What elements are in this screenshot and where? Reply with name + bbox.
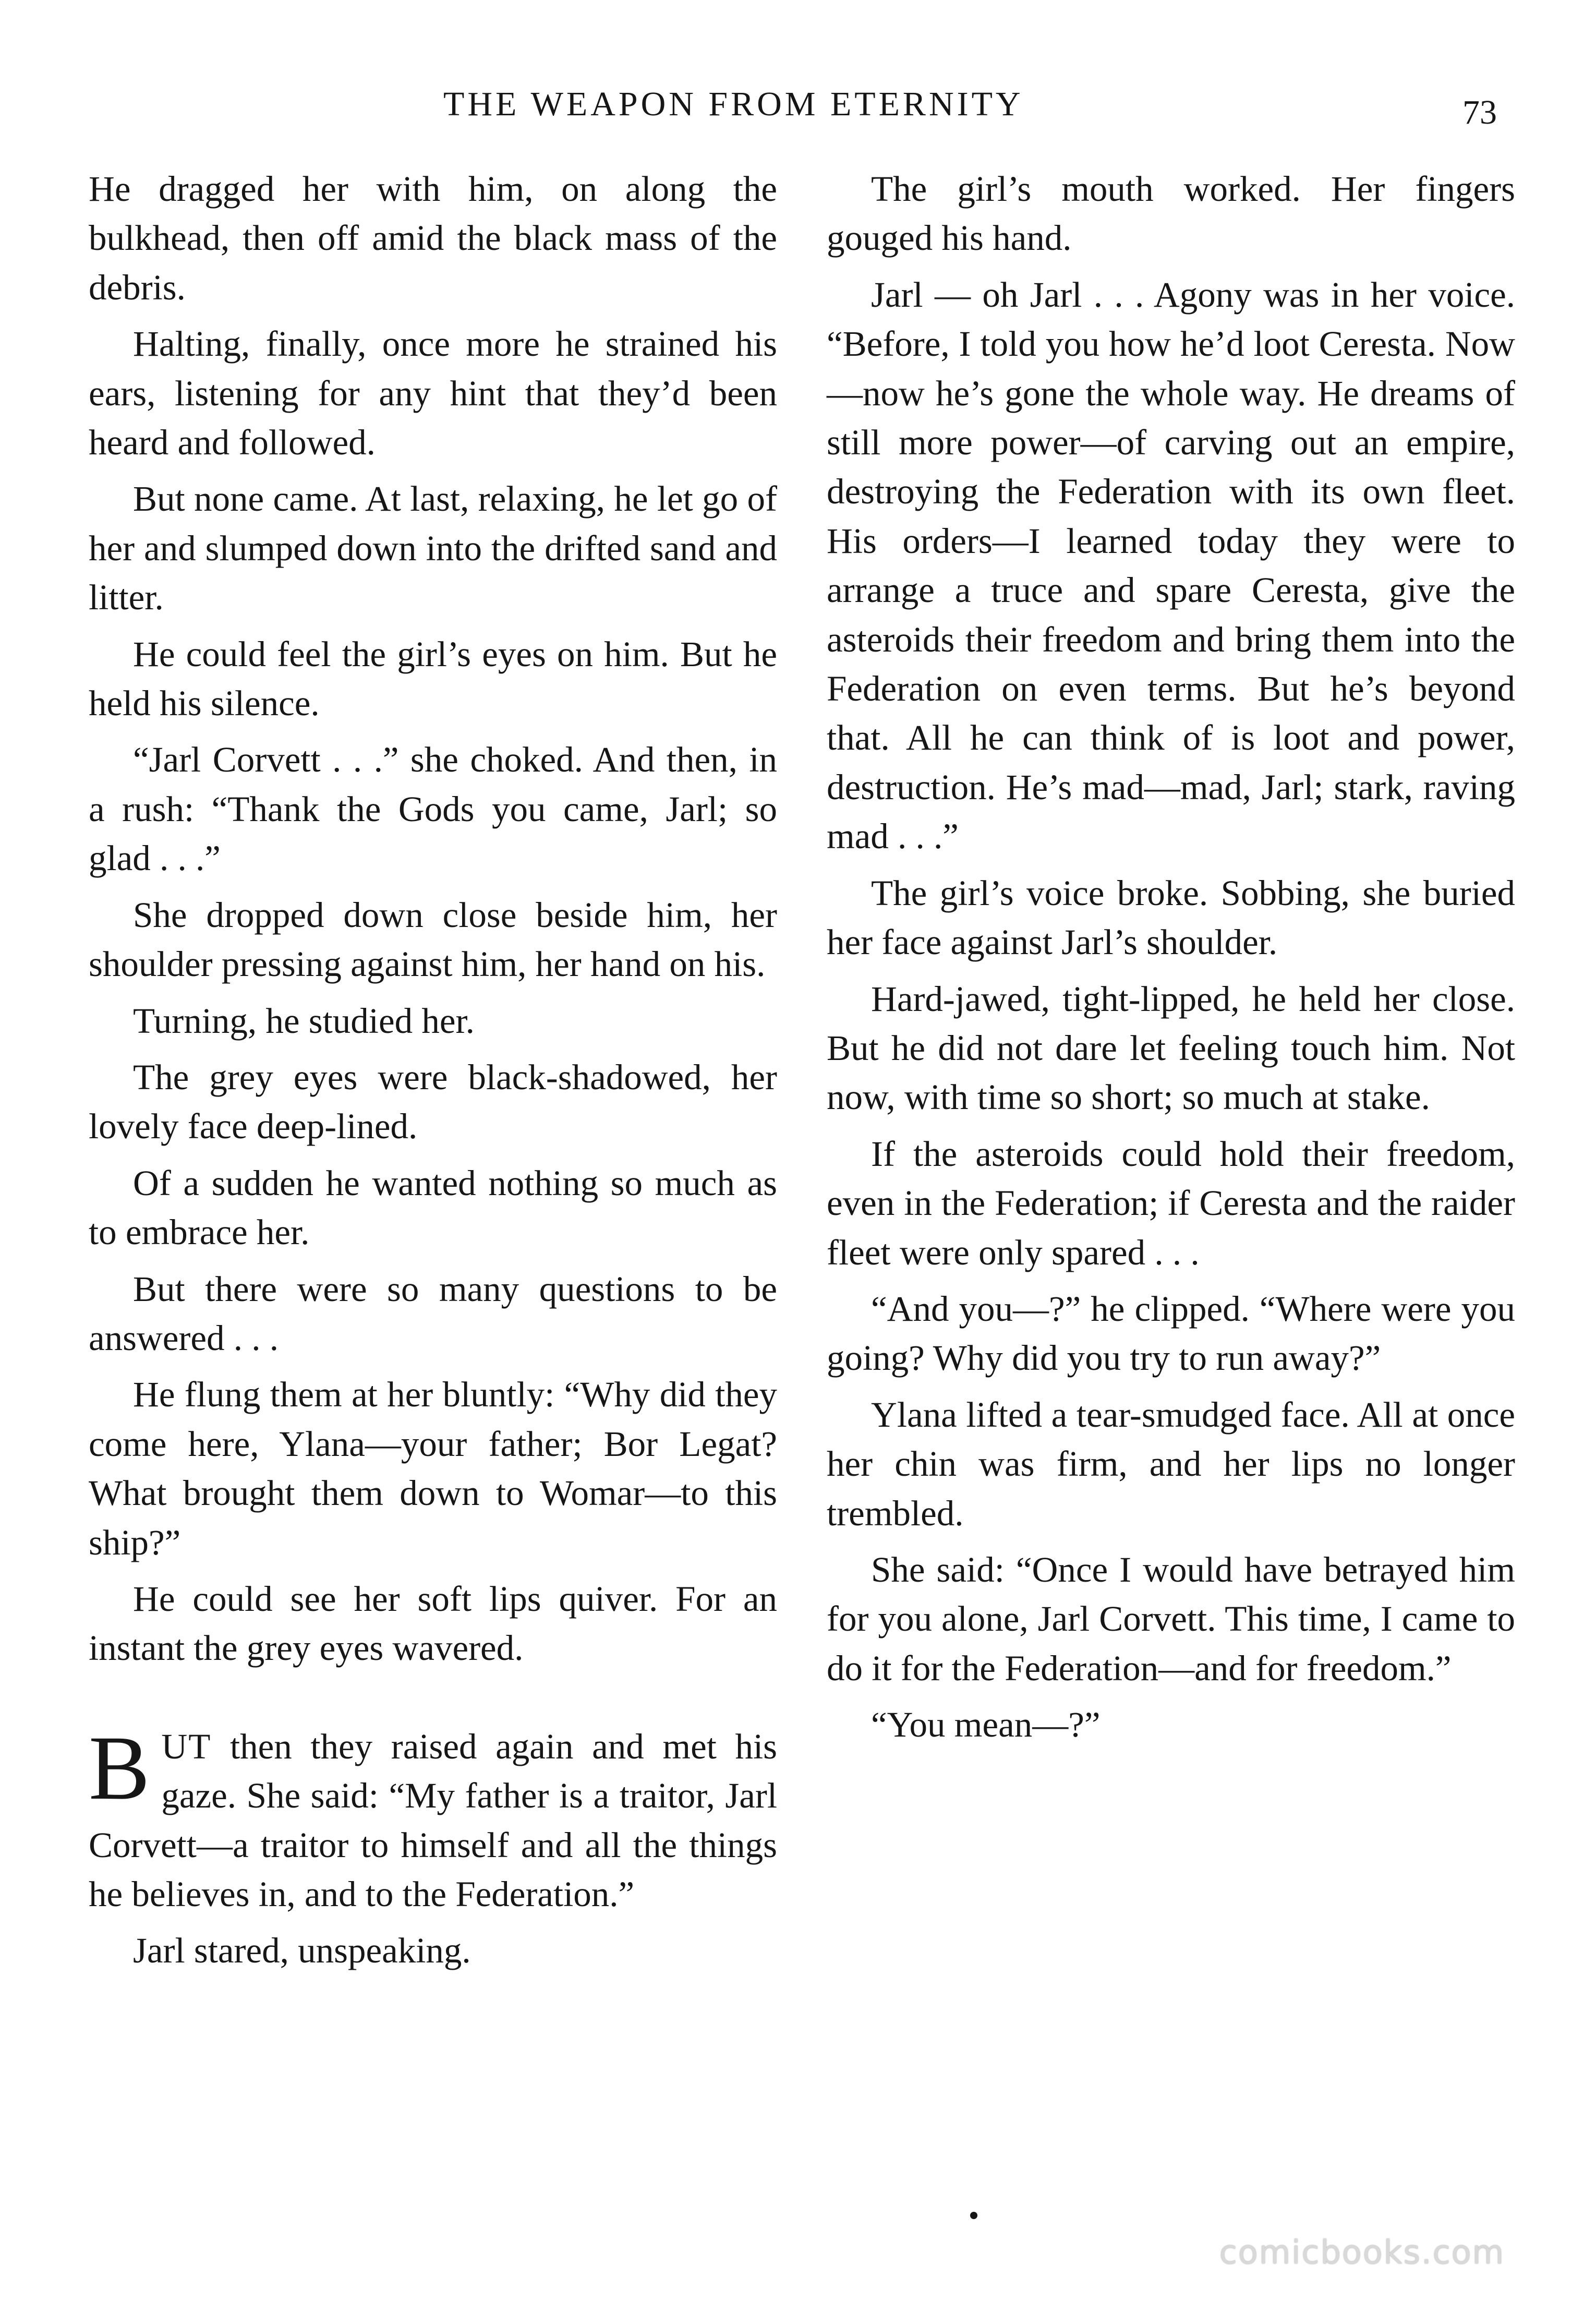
- page-number: 73: [1462, 93, 1497, 131]
- left-column: [89, 164, 777, 1983]
- paragraph: Hard-jawed, tight-lipped, he held her close. But he did not dare let feeling touch him. Not now, with time so short; so much at stake.: [827, 979, 1515, 1117]
- paragraph: If the asteroids could hold their freedom, even in the Federation; if Ceresta and the raider fleet were only spared . . .: [827, 1134, 1515, 1272]
- paragraph: Jarl stared, unspeaking.: [133, 1931, 471, 1971]
- paragraph: But there were so many questions to be answered . . .: [89, 1269, 777, 1358]
- paragraph: The grey eyes were black-shadowed, her lovely face deep-lined.: [89, 1057, 777, 1147]
- paragraph: But none came. At last, relaxing, he let go of her and slumped down into the drifted sand and litter.: [89, 479, 777, 618]
- paragraph: She said: “Once I would have betrayed him for you alone, Jarl Corvett. This time, I came to do it for the Federation—and for freedom.”: [827, 1549, 1515, 1688]
- running-title: THE WEAPON FROM ETERNITY: [443, 85, 1024, 123]
- bottom-dot: [970, 2212, 977, 2219]
- paragraph: Of a sudden he wanted nothing so much as to embrace her.: [89, 1163, 777, 1252]
- drop-cap-small-caps: UT: [161, 1726, 212, 1766]
- drop-cap: B: [89, 1717, 150, 1819]
- paragraph: He flung them at her bluntly: “Why did they come here, Ylana—your father; Bor Legat? What brought them down to Womar—to this ship?”: [89, 1375, 777, 1562]
- paragraph: He could see her soft lips quiver. For an instant the grey eyes wavered.: [89, 1579, 777, 1668]
- drop-cap-paragraph-text: then they raised again and met his gaze. She said: “My father is a traitor, Jarl Corvett—a traitor to himself and all the things he believes in, and to the Federation.”: [89, 1726, 777, 1914]
- paragraph: Turning, he studied her.: [133, 1001, 475, 1041]
- watermark: comicbooks.com: [1219, 2233, 1505, 2271]
- paragraph: “You mean—?”: [871, 1705, 1101, 1745]
- paragraph: Halting, finally, once more he strained his ears, listening for any hint that they’d been heard and followed.: [89, 324, 777, 463]
- paragraph: She dropped down close beside him, her shoulder pressing against him, her hand on his.: [89, 895, 777, 984]
- paragraph: “And you—?” he clipped. “Where were you going? Why did you try to run away?”: [827, 1288, 1515, 1378]
- paragraph: Jarl — oh Jarl . . . Agony was in her voice. “Before, I told you how he’d loot Ceresta. Now—now he’s gone the whole way. He dreams of still more power—of carving out an empire, destroying the Federation with its own fleet. His orders—I learned today they were to arrange a truce and spare Ceresta, give the asteroids their freedom and bring them into the Federation on even terms. But he’s beyond that. All he can think of is loot and power, destruction. He’s mad—mad, Jarl; stark, raving mad . . .”: [827, 274, 1515, 857]
- paragraph: He could feel the girl’s eyes on him. But he held his silence.: [89, 634, 777, 724]
- right-column: [827, 164, 1515, 1757]
- paragraph: The girl’s mouth worked. Her fingers gouged his hand.: [827, 169, 1515, 258]
- paragraph: Ylana lifted a tear-smudged face. All at once her chin was firm, and her lips no longer trembled.: [827, 1394, 1515, 1533]
- paragraph: He dragged her with him, on along the bulkhead, then off amid the black mass of the debris.: [89, 169, 777, 307]
- drop-cap-paragraph: [89, 1717, 777, 1919]
- page-header: [0, 78, 1596, 141]
- section-break: [89, 1680, 777, 1722]
- paragraph: The girl’s voice broke. Sobbing, she buried her face against Jarl’s shoulder.: [827, 873, 1515, 962]
- paragraph: “Jarl Corvett . . .” she choked. And then, in a rush: “Thank the Gods you came, Jarl; so glad . . .”: [89, 740, 777, 878]
